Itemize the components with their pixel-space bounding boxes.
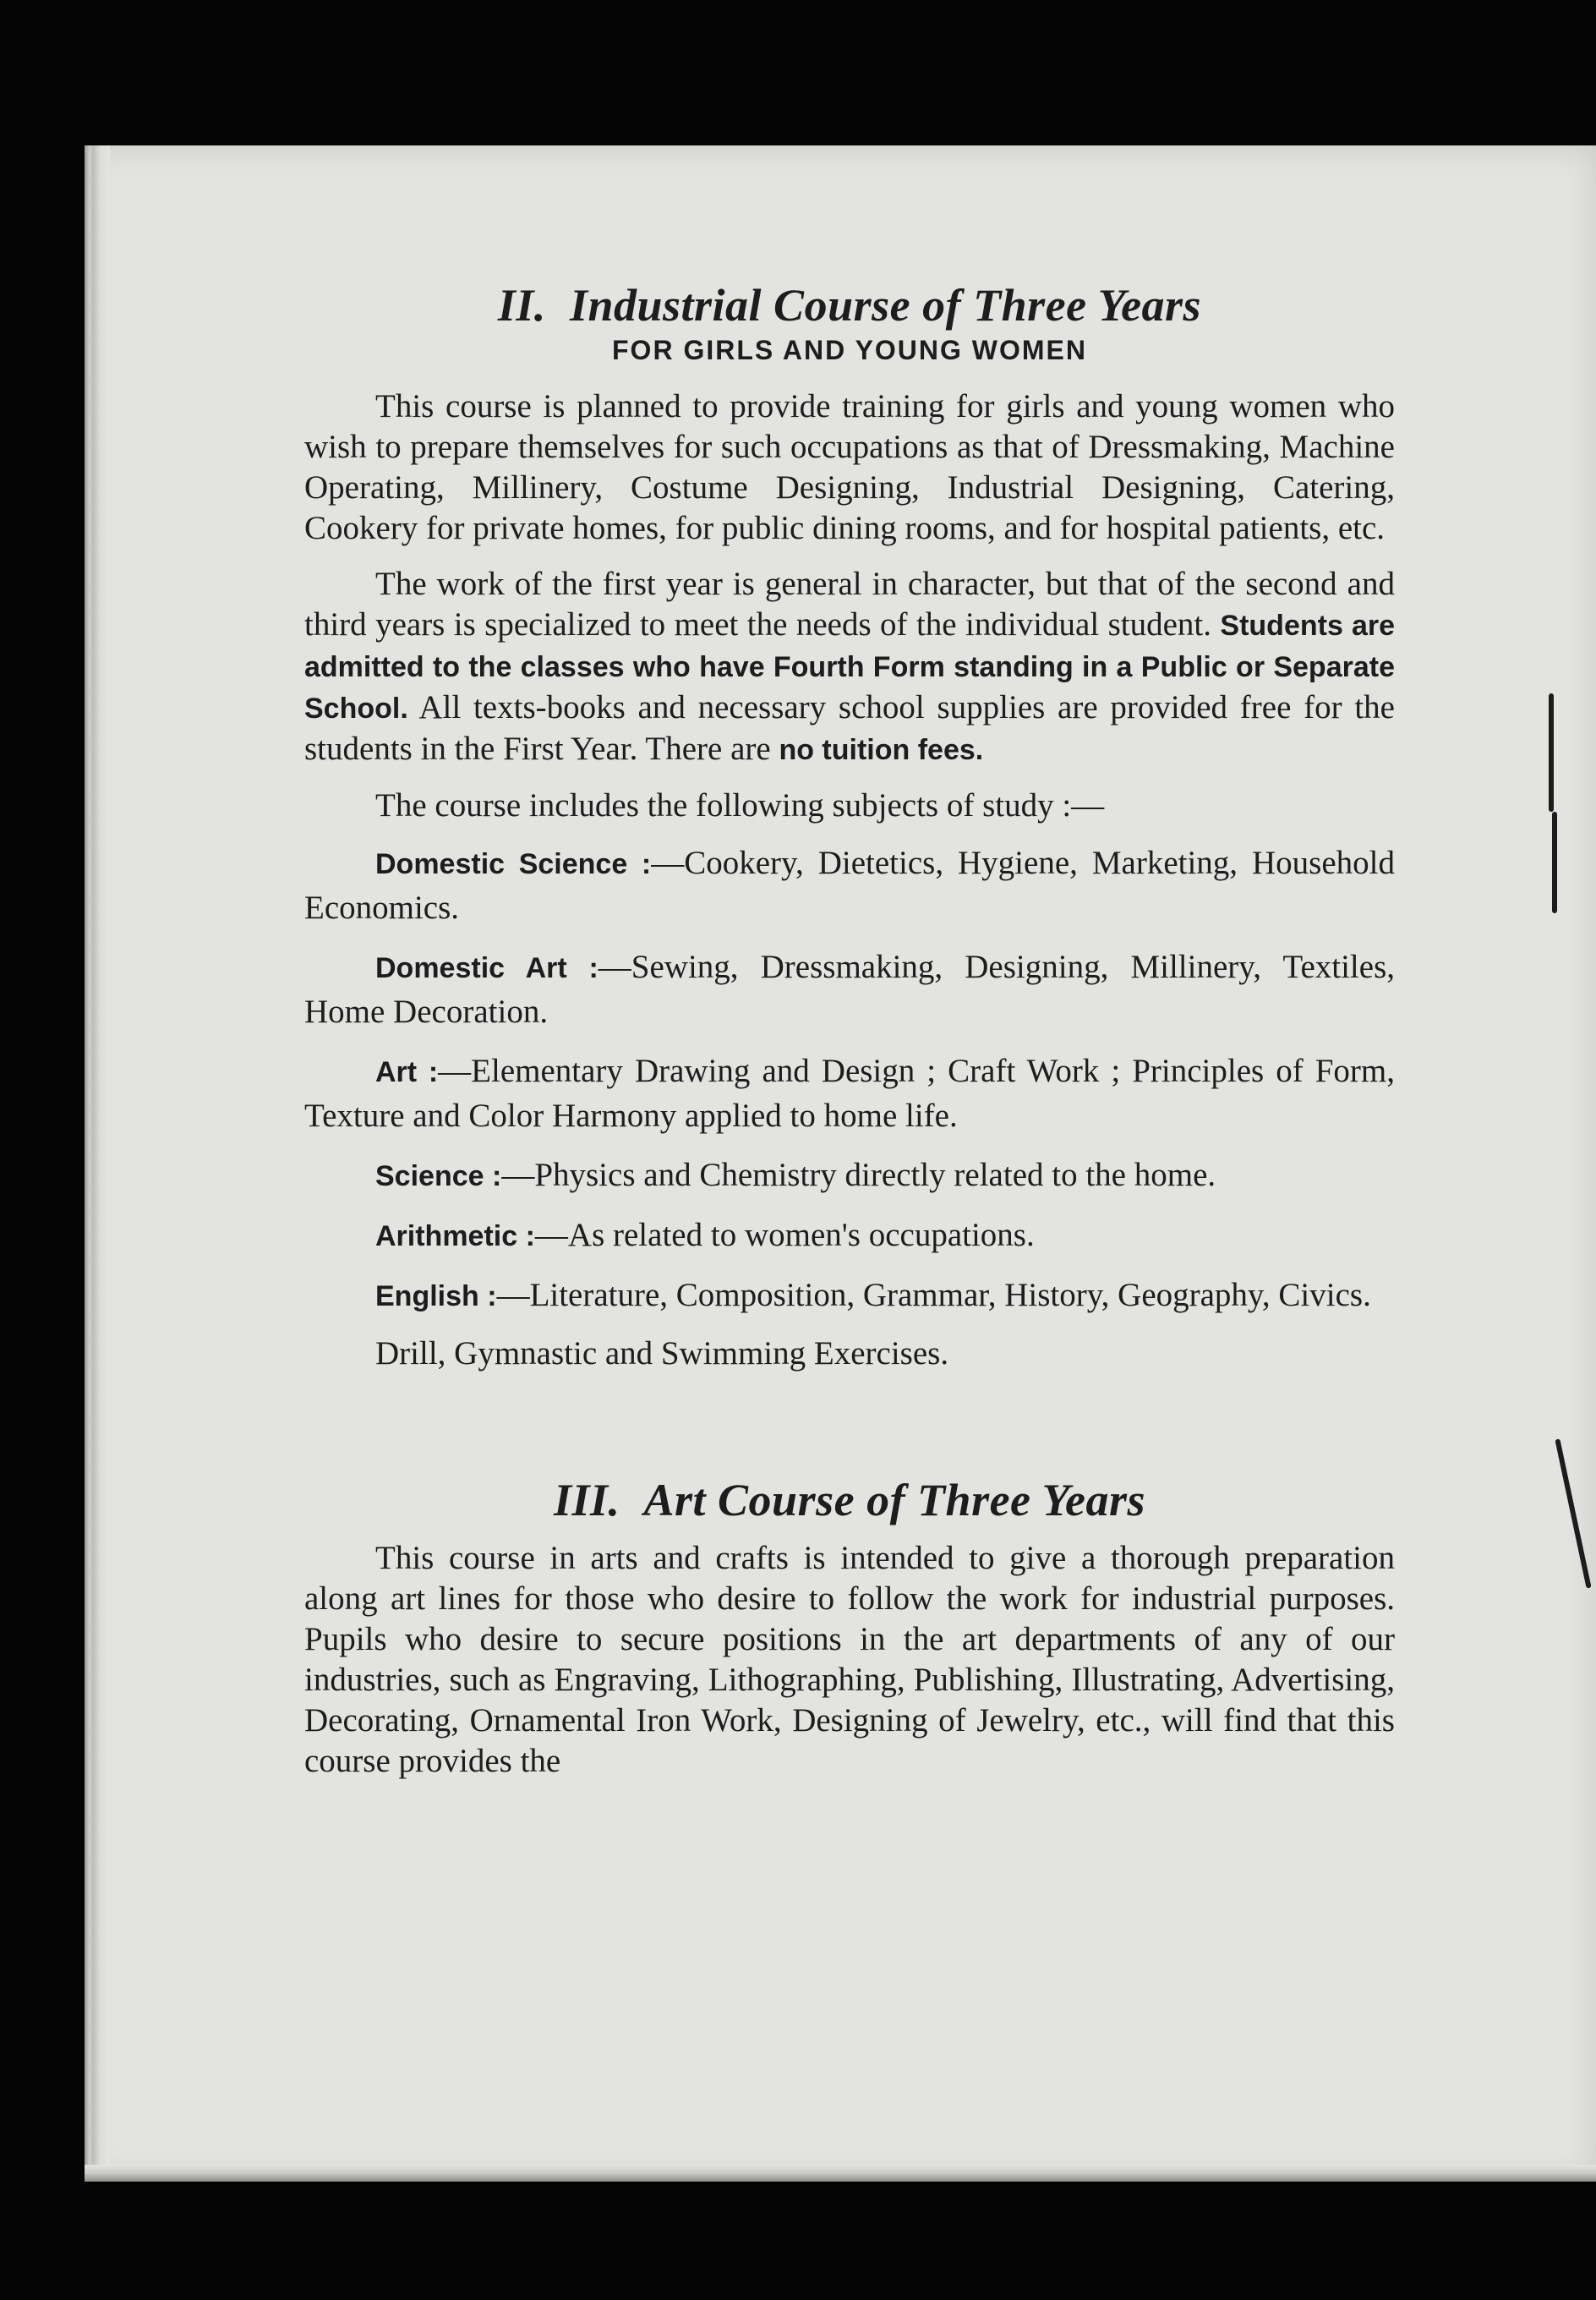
paragraph-art-intro: This course in arts and crafts is intended to give a thorough preparation along art lines for those who desire to follow the work for industrial purposes. Pupils who desire to secure positions in the art departments of any of our industries, such as Engraving, Lithographing, Publishing, Illustrating, Advertising, Decorating, Ornamental Iron Work, Designing of Jewelry, etc., will find that this course provides the bbox=[304, 1540, 1395, 1779]
section-heading bbox=[304, 279, 1395, 331]
subject-entry bbox=[304, 1213, 1395, 1258]
section-number: III. bbox=[553, 1475, 620, 1525]
section-title: Art Course of Three Years bbox=[643, 1475, 1146, 1525]
subject-label: Art : bbox=[375, 1056, 439, 1088]
subject-entry bbox=[304, 841, 1395, 930]
paragraph-intro: This course is planned to provide training for girls and young women who wish to prepare themselves for such occupations as that of Dressmaking, Machine Operating, Millinery, Costume Designing, Industrial Designing, Catering, Cookery for private homes, for public dining rooms, and for hospital patients, etc. bbox=[304, 388, 1395, 546]
page-bottom-edge bbox=[85, 2165, 1596, 2182]
subject-label: Science : bbox=[375, 1160, 502, 1192]
page-content bbox=[304, 279, 1395, 1797]
subject-text: —Literature, Composition, Grammar, History, Geography, Civics. bbox=[496, 1277, 1371, 1313]
section-industrial-course bbox=[304, 279, 1395, 1374]
section-art-course bbox=[304, 1474, 1395, 1782]
admission-requirement: Students are admitted to the classes who have Fourth Form standing in a Public or Separate School. bbox=[304, 610, 1396, 725]
subject-text: —As related to women's occupations. bbox=[534, 1217, 1035, 1253]
subject-entry bbox=[304, 945, 1395, 1034]
page-stack-edge bbox=[85, 145, 110, 2182]
subject-label: Domestic Art : bbox=[375, 952, 598, 984]
section-title: Industrial Course of Three Years bbox=[569, 280, 1202, 331]
binding-staple-mid bbox=[1552, 812, 1557, 913]
subject-label: Arithmetic : bbox=[375, 1220, 535, 1252]
drill-line: Drill, Gymnastic and Swimming Exercises. bbox=[375, 1335, 949, 1372]
section-heading bbox=[304, 1474, 1395, 1526]
subject-entry bbox=[304, 1049, 1395, 1138]
subject-text: —Physics and Chemistry directly related to the home. bbox=[501, 1157, 1216, 1193]
binding-staple-top bbox=[1549, 693, 1554, 812]
subject-label: English : bbox=[375, 1280, 497, 1312]
paragraph-text: The work of the first year is general in character, but that of the second and third years is specialized to meet the needs of the individual student. bbox=[304, 566, 1395, 643]
subject-label: Domestic Science : bbox=[375, 848, 652, 880]
paragraph-admission bbox=[304, 564, 1395, 770]
paragraph-text: All texts-books and necessary school supplies are provided free for the students in the First Year. There are bbox=[304, 689, 1395, 767]
subject-text: —Elementary Drawing and Design ; Craft Work ; Principles of Form, Texture and Color Harmony applied to home life. bbox=[304, 1053, 1395, 1134]
section-subtitle: FOR GIRLS AND YOUNG WOMEN bbox=[612, 335, 1087, 365]
subjects-intro: The course includes the following subjects of study :— bbox=[375, 787, 1105, 824]
subject-text: —Cookery, Dietetics, Hygiene, Marketing, Household Economics. bbox=[304, 845, 1395, 926]
section-number: II. bbox=[497, 280, 546, 331]
subject-entry bbox=[304, 1153, 1395, 1198]
subject-text: —Sewing, Dressmaking, Designing, Millinery, Textiles, Home Decoration. bbox=[304, 949, 1395, 1030]
tuition-note: no tuition fees. bbox=[779, 734, 984, 766]
subject-entry bbox=[304, 1273, 1395, 1318]
